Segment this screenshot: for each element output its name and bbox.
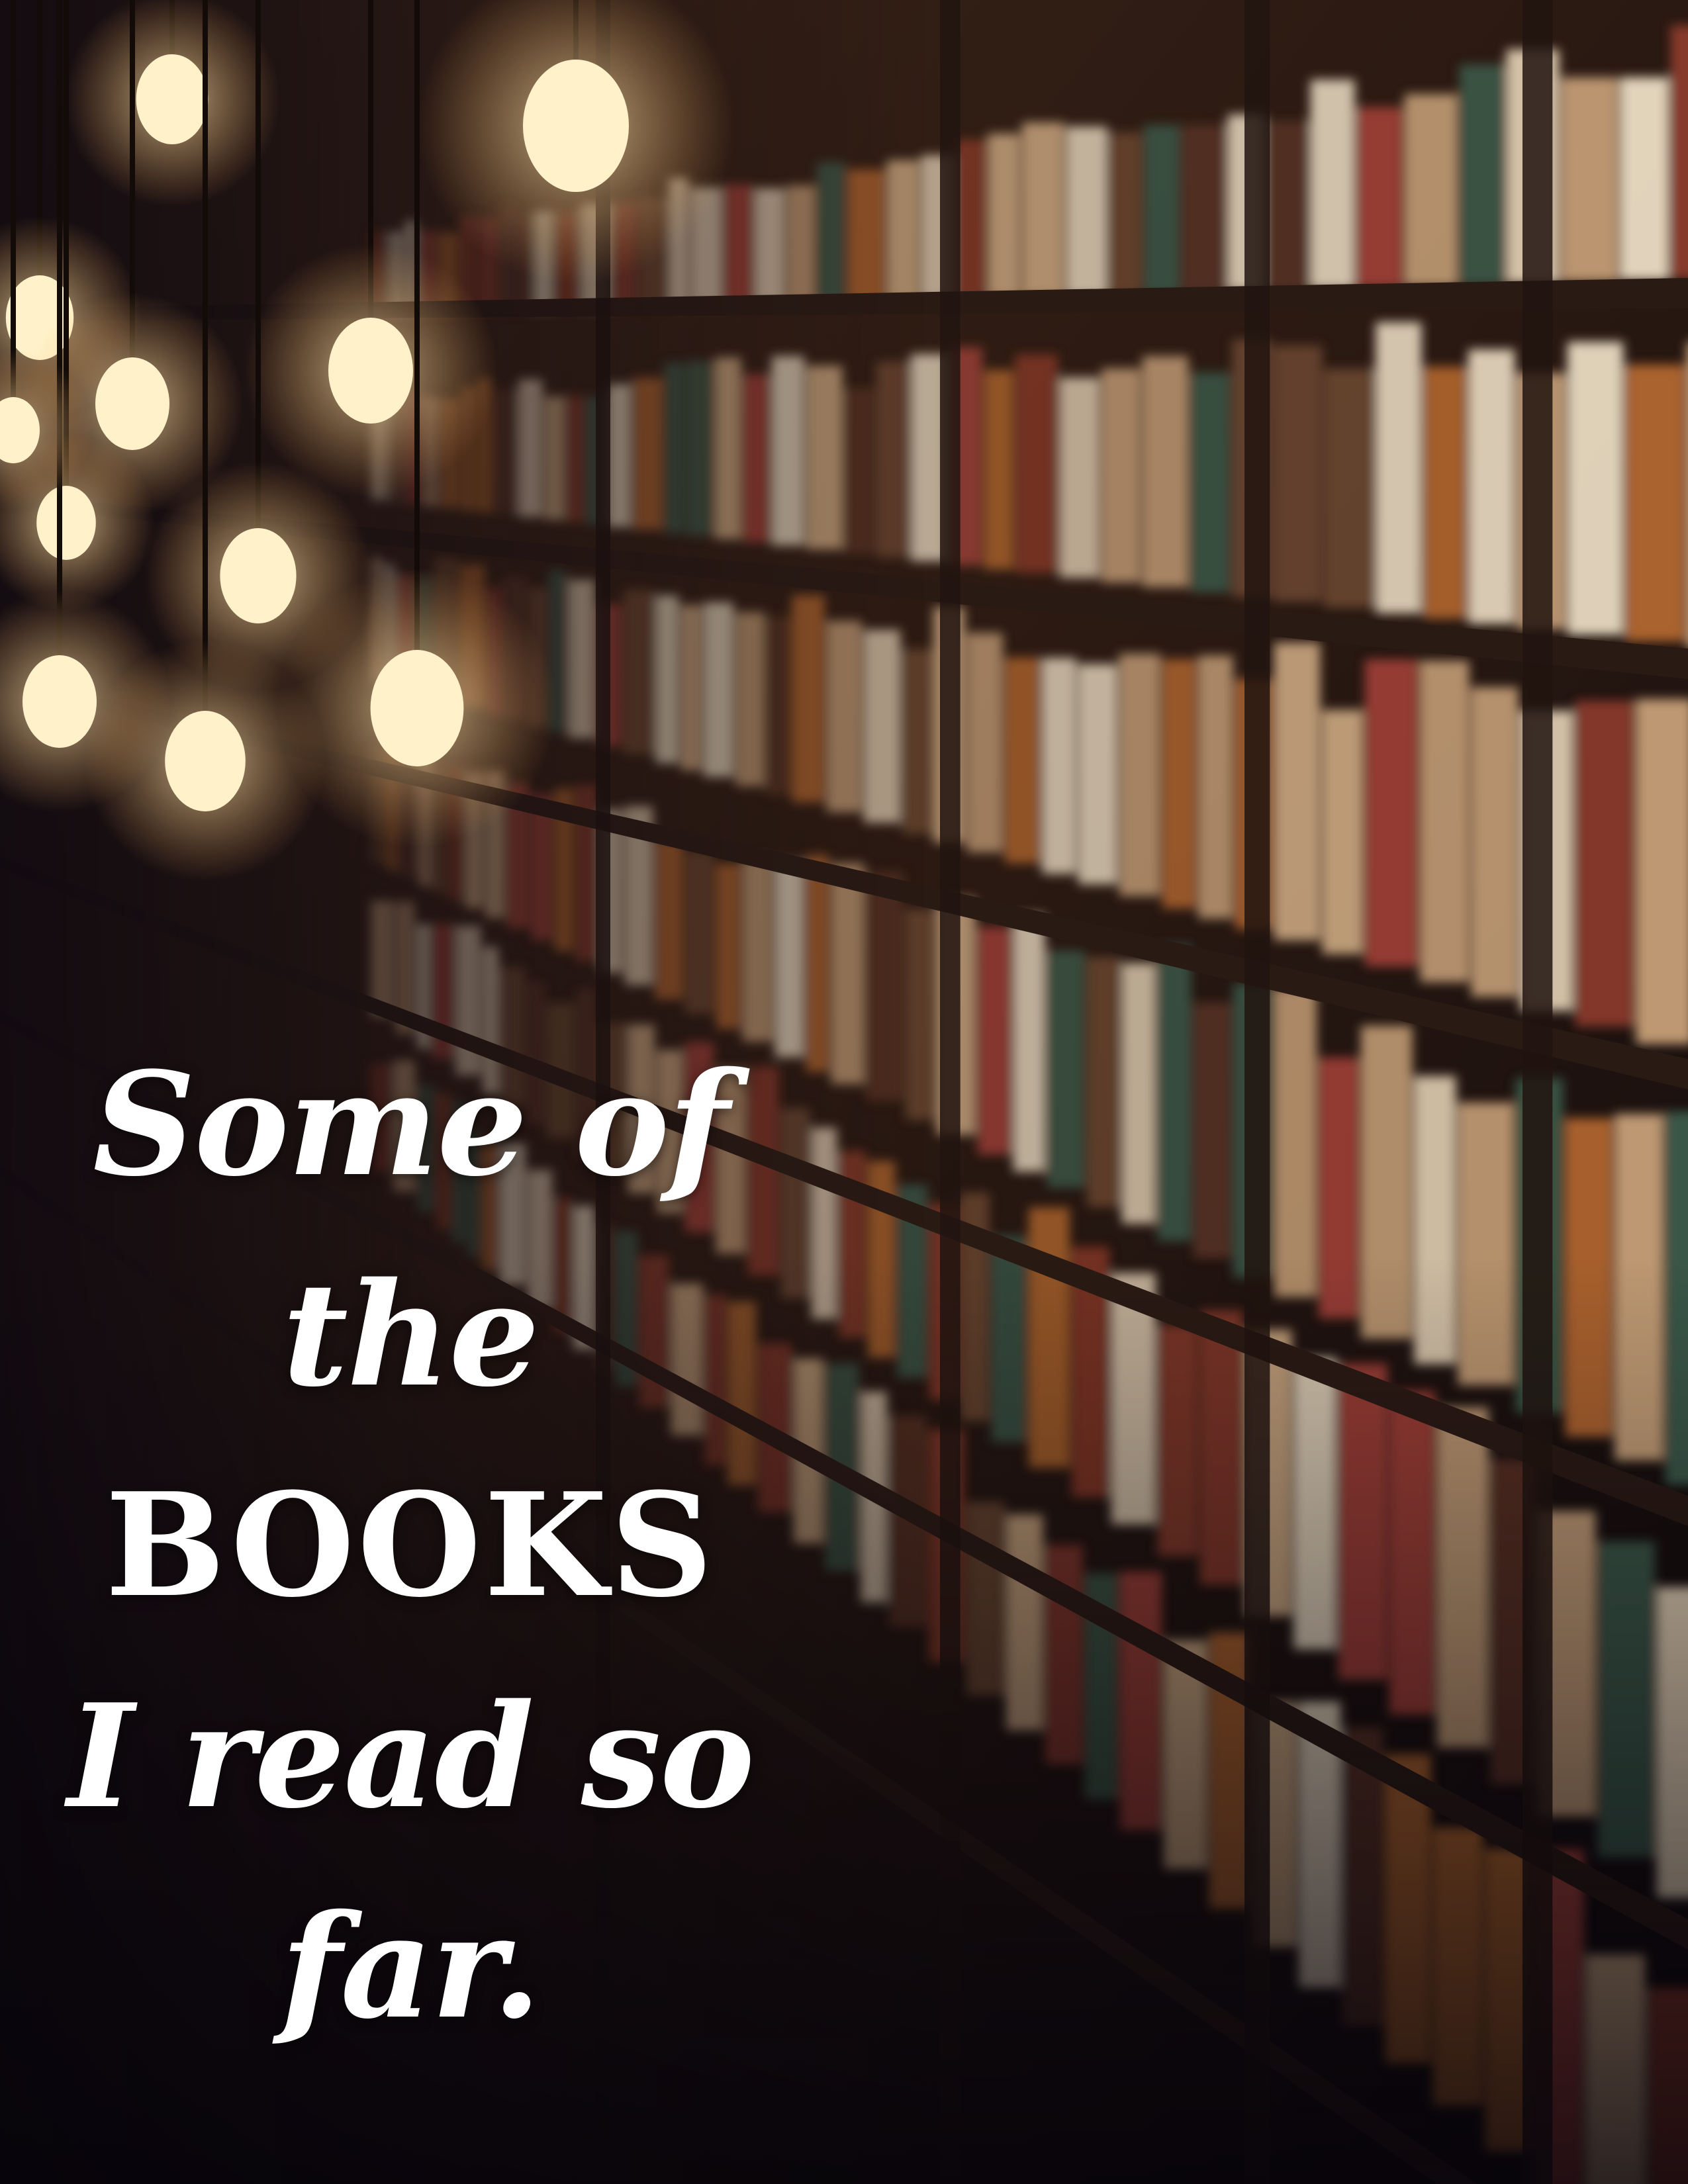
book-spine xyxy=(1022,122,1064,297)
book-spine xyxy=(1162,659,1196,909)
book-spine xyxy=(1158,945,1192,1241)
book-spine xyxy=(1144,125,1180,294)
book-spine xyxy=(1193,1003,1231,1258)
book-spine xyxy=(1420,660,1469,982)
book-spine xyxy=(1322,710,1363,954)
book-spine xyxy=(1620,77,1669,280)
book-spine xyxy=(1423,367,1466,619)
title-line-1: Some of xyxy=(93,1040,728,1208)
light-bulb xyxy=(220,528,296,623)
book-spine xyxy=(1311,79,1355,289)
book-spine xyxy=(1190,373,1230,592)
light-bulb xyxy=(23,655,97,748)
light-bulb xyxy=(371,650,464,766)
book-spine xyxy=(1365,659,1418,966)
book-spine xyxy=(1575,701,1634,1026)
book-spine xyxy=(966,633,1002,852)
book-spine xyxy=(1460,65,1505,285)
book-spine xyxy=(1078,664,1117,884)
light-bulb xyxy=(165,711,246,811)
book-spine xyxy=(1471,687,1518,997)
book-spine xyxy=(1102,369,1141,582)
title-line-3: I read so xyxy=(67,1672,754,1840)
book-spine xyxy=(1266,121,1309,290)
book-spine xyxy=(1005,658,1040,864)
book-spine xyxy=(978,927,1011,1155)
book-spine xyxy=(1376,322,1421,614)
title-books-word: BOOKS xyxy=(105,1461,716,1629)
book-spine xyxy=(1060,377,1100,578)
book-spine xyxy=(1568,341,1623,635)
book-spine xyxy=(1274,987,1317,1297)
book-spine xyxy=(1274,643,1321,940)
title-line-2-prefix: the xyxy=(282,1251,539,1419)
book-spine xyxy=(1066,126,1107,296)
book-spine xyxy=(1405,94,1458,286)
book-spine xyxy=(984,370,1013,569)
book-spine xyxy=(1042,658,1076,874)
book-spine xyxy=(1324,369,1374,608)
book-spine xyxy=(1087,957,1119,1207)
light-bulb xyxy=(136,54,209,144)
book-spine xyxy=(1013,915,1045,1171)
book-spine xyxy=(1198,655,1233,919)
book-spine xyxy=(1625,365,1685,641)
book-spine xyxy=(1015,355,1058,573)
book-spine xyxy=(1047,950,1085,1187)
book-spine xyxy=(1273,345,1322,602)
book-spine xyxy=(1636,699,1688,1044)
book-spine xyxy=(1671,25,1688,279)
book-spine xyxy=(1182,125,1226,293)
book-spine xyxy=(988,134,1020,298)
title-line-4: far. xyxy=(280,1882,541,2050)
book-spine xyxy=(1356,107,1402,287)
title-line-2 xyxy=(13,1230,808,1651)
book-spine xyxy=(1119,654,1160,896)
poster-title xyxy=(13,1019,808,2072)
book-spine xyxy=(1143,356,1188,587)
book-spine xyxy=(1468,349,1515,624)
book-spine xyxy=(1561,77,1618,282)
light-bulb xyxy=(328,318,413,424)
light-bulb xyxy=(95,357,169,450)
book-spine xyxy=(1109,133,1141,295)
light-bulb xyxy=(523,60,629,192)
book-spine xyxy=(1122,963,1156,1224)
